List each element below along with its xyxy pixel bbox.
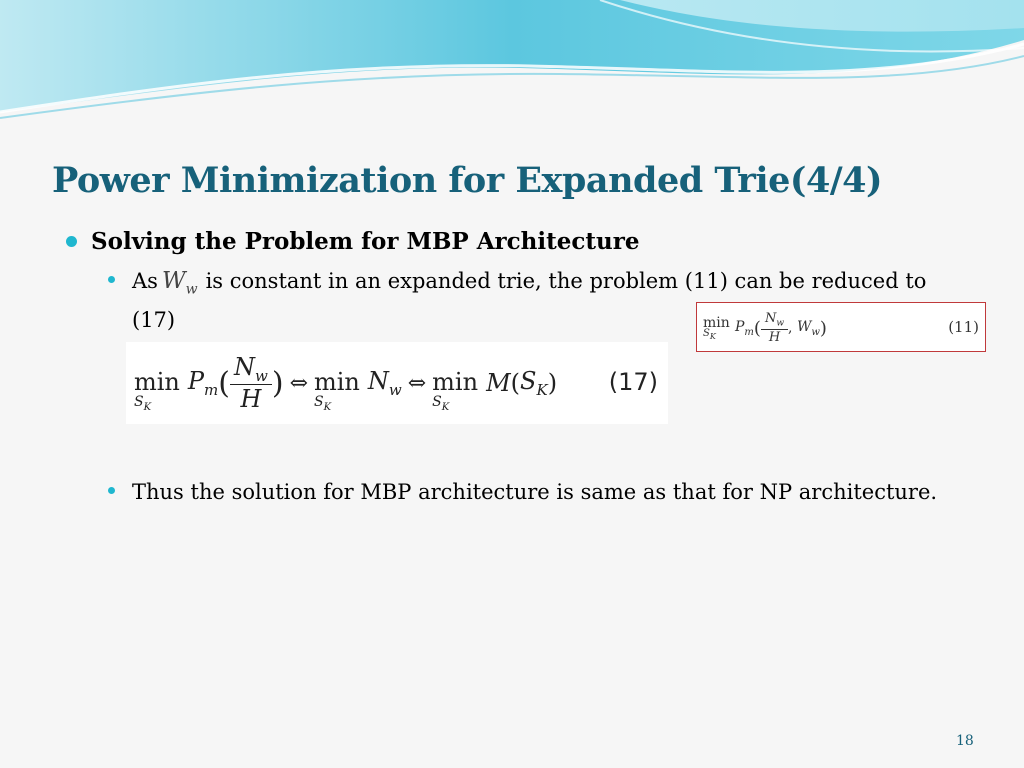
- bullet-level2-second: [108, 477, 988, 507]
- eq17-number: (17): [608, 368, 658, 396]
- slide-title: Power Minimization for Expanded Trie(4/4): [52, 160, 883, 201]
- eq17-fraction: $\frac{N_w}{H}$: [230, 353, 272, 414]
- page-number: 18: [956, 733, 974, 749]
- bullet-level2-second-text: Thus the solution for MBP architecture is same as that for NP architecture.: [132, 480, 938, 504]
- eq11-number: (11): [948, 318, 979, 336]
- header-wave-decoration: [0, 0, 1024, 130]
- eq17-body: min $S_K$ $P_m$ ( $\frac{N_w}{H}$ ) ⇔ min $S_K$ $N_w$ ⇔ min $S_K$ M ( $S_K$ ): [134, 352, 558, 414]
- bullet-level1-text: Solving the Problem for MBP Architecture: [91, 228, 640, 255]
- bullet-dot-icon: [108, 276, 115, 283]
- bullet-dot-icon: [108, 487, 115, 494]
- equation-11-box: [696, 302, 986, 352]
- bullet-body: is constant in an expanded trie, the problem (11) can be reduced to (17): [132, 269, 927, 332]
- equation-17-box: [126, 342, 668, 424]
- inline-math-ww: $W_w$: [161, 268, 198, 298]
- eq17-min2: min $S_K$: [314, 367, 360, 413]
- bullet-level1: [66, 228, 640, 255]
- bullet-prefix: As: [132, 269, 158, 293]
- eq11-min: min $S_K$: [703, 315, 730, 341]
- eq17-min3: min $S_K$: [432, 367, 479, 413]
- eq11-fraction: $\frac{N_w}{H}$: [761, 311, 788, 345]
- eq17-min1: min $S_K$: [134, 367, 180, 413]
- eq11-body: $P_m$ ( $\frac{N_w}{H}$ , $W_w$ ): [735, 311, 827, 345]
- bullet-dot-icon: [66, 236, 77, 247]
